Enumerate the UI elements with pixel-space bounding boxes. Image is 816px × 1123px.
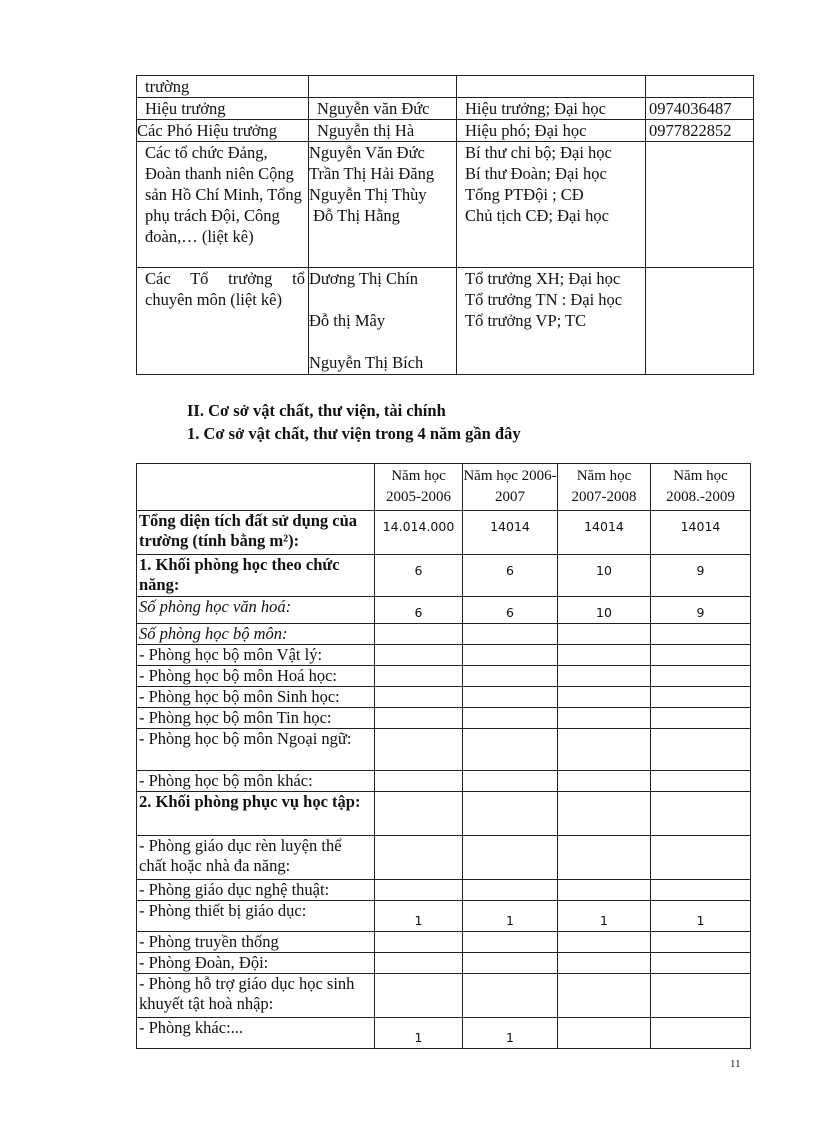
phone-cell: 0977822852 [646,120,754,142]
value-cell: 6 [375,597,463,624]
value-cell [375,953,463,974]
table-row [137,901,751,932]
value-cell: 1 [651,901,751,932]
facility-table-body [137,511,751,1049]
row-label: - Phòng học bộ môn Sinh học: [137,687,375,708]
table-row [137,687,751,708]
table-row [137,76,754,98]
row-label: - Phòng học bộ môn Hoá học: [137,666,375,687]
value-cell [375,932,463,953]
position-cell: Tổ trưởng XH; Đại học Tổ trưởng TN : Đại học Tổ trưởng VP; TC [457,268,646,375]
value-cell [463,645,558,666]
position-cell: Hiệu trưởng; Đại học [457,98,646,120]
value-cell [375,708,463,729]
value-cell [651,624,751,645]
table-row [137,597,751,624]
value-cell [558,687,651,708]
value-cell [651,729,751,771]
table-row [137,953,751,974]
role-cell: Các Tổ trưởng tổ chuyên môn (liệt kê) [137,268,309,375]
role-cell: Hiệu trưởng [137,98,309,120]
table-row [137,666,751,687]
value-cell [558,666,651,687]
table-row [137,1018,751,1049]
value-cell [651,771,751,792]
value-cell: 6 [375,555,463,597]
name-cell: Nguyễn Văn Đức Trần Thị Hải Đăng Nguyễn Thị Thùy Đỗ Thị Hằng [309,142,457,268]
value-cell [558,792,651,836]
position-cell: Hiệu phó; Đại học [457,120,646,142]
table-row [137,268,754,375]
phone-cell [646,268,754,375]
row-label: 1. Khối phòng học theo chức năng: [137,555,375,597]
position-cell: Bí thư chi bộ; Đại học Bí thư Đoàn; Đại học Tổng PTĐội ; CĐ Chủ tịch CĐ; Đại học [457,142,646,268]
name-cell: Nguyễn thị Hà [309,120,457,142]
row-label: - Phòng khác:... [137,1018,375,1049]
value-cell [375,687,463,708]
table-row [137,98,754,120]
row-label: - Phòng Đoàn, Đội: [137,953,375,974]
row-label: - Phòng truyền thống [137,932,375,953]
value-cell [558,729,651,771]
row-label: - Phòng học bộ môn Ngoại ngữ: [137,729,375,771]
row-label: Số phòng học bộ môn: [137,624,375,645]
value-cell [463,974,558,1018]
value-cell [558,771,651,792]
value-cell [375,771,463,792]
value-cell [463,729,558,771]
row-label: Số phòng học văn hoá: [137,597,375,624]
value-cell [558,645,651,666]
value-cell [651,932,751,953]
value-cell: 1 [463,1018,558,1049]
value-cell [375,880,463,901]
value-cell: 1 [558,901,651,932]
value-cell [558,624,651,645]
value-cell [558,708,651,729]
header-cell: Năm học 2005-2006 [375,464,463,511]
value-cell [375,645,463,666]
section-heading: II. Cơ sở vật chất, thư viện, tài chính [187,401,446,420]
value-cell [651,836,751,880]
row-label: - Phòng học bộ môn Vật lý: [137,645,375,666]
value-cell [375,836,463,880]
role-cell: Các Phó Hiệu trưởng [137,120,309,142]
value-cell: 6 [463,555,558,597]
name-cell: Dương Thị Chín Đỗ thị Mây Nguyễn Thị Bích [309,268,457,375]
header-cell: Năm học 2008.-2009 [651,464,751,511]
value-cell [375,974,463,1018]
value-cell [463,624,558,645]
value-cell [651,666,751,687]
value-cell [558,880,651,901]
table-row [137,624,751,645]
staff-table [136,75,754,375]
table-row [137,880,751,901]
value-cell [651,1018,751,1049]
name-cell [309,76,457,98]
table-row [137,729,751,771]
table-row [137,511,751,555]
table-row [137,555,751,597]
value-cell: 9 [651,597,751,624]
table-row [137,142,754,268]
name-cell: Nguyễn văn Đức [309,98,457,120]
phone-cell: 0974036487 [646,98,754,120]
value-cell [375,624,463,645]
value-cell [558,932,651,953]
table-row [137,771,751,792]
value-cell: 1 [463,901,558,932]
value-cell [375,792,463,836]
value-cell [558,953,651,974]
page-number: 11 [730,1058,741,1070]
table-row [137,974,751,1018]
value-cell [651,974,751,1018]
row-label: - Phòng giáo dục rèn luyện thể chất hoặc nhà đa năng: [137,836,375,880]
value-cell [651,792,751,836]
table-row [137,708,751,729]
value-cell [558,836,651,880]
header-row [137,464,751,511]
value-cell: 14014 [558,511,651,555]
value-cell [463,836,558,880]
value-cell: 10 [558,555,651,597]
row-label: Tổng diện tích đất sử dụng của trường (tính bằng m²): [137,511,375,555]
value-cell [558,1018,651,1049]
value-cell [651,687,751,708]
header-cell: Năm học 2007-2008 [558,464,651,511]
table-row [137,932,751,953]
value-cell: 9 [651,555,751,597]
row-label: - Phòng học bộ môn khác: [137,771,375,792]
value-cell: 10 [558,597,651,624]
header-cell: Năm học 2006-2007 [463,464,558,511]
value-cell [375,729,463,771]
value-cell [463,953,558,974]
value-cell: 14014 [651,511,751,555]
value-cell [463,880,558,901]
value-cell: 6 [463,597,558,624]
table-row [137,836,751,880]
row-label: - Phòng thiết bị giáo dục: [137,901,375,932]
row-label: - Phòng hỗ trợ giáo dục học sinh khuyết tật hoà nhập: [137,974,375,1018]
value-cell [651,645,751,666]
value-cell [463,932,558,953]
value-cell [463,708,558,729]
header-cell [137,464,375,511]
value-cell [375,666,463,687]
table-row [137,120,754,142]
value-cell: 14014 [463,511,558,555]
phone-cell [646,142,754,268]
position-cell [457,76,646,98]
phone-cell [646,76,754,98]
role-cell: trường [137,76,309,98]
value-cell [463,792,558,836]
value-cell: 14.014.000 [375,511,463,555]
facility-table [136,463,751,1049]
row-label: - Phòng giáo dục nghệ thuật: [137,880,375,901]
value-cell [463,666,558,687]
value-cell [651,708,751,729]
value-cell [651,880,751,901]
table-row [137,645,751,666]
subsection-heading: 1. Cơ sở vật chất, thư viện trong 4 năm gần đây [187,424,521,443]
row-label: - Phòng học bộ môn Tin học: [137,708,375,729]
value-cell: 1 [375,901,463,932]
row-label: 2. Khối phòng phục vụ học tập: [137,792,375,836]
table-row [137,792,751,836]
value-cell: 1 [375,1018,463,1049]
value-cell [558,974,651,1018]
value-cell [463,687,558,708]
value-cell [463,771,558,792]
role-cell: Các tổ chức Đảng, Đoàn thanh niên Cộng sản Hồ Chí Minh, Tổng phụ trách Đội, Công đoàn,… (liệt kê) [137,142,309,268]
value-cell [651,953,751,974]
